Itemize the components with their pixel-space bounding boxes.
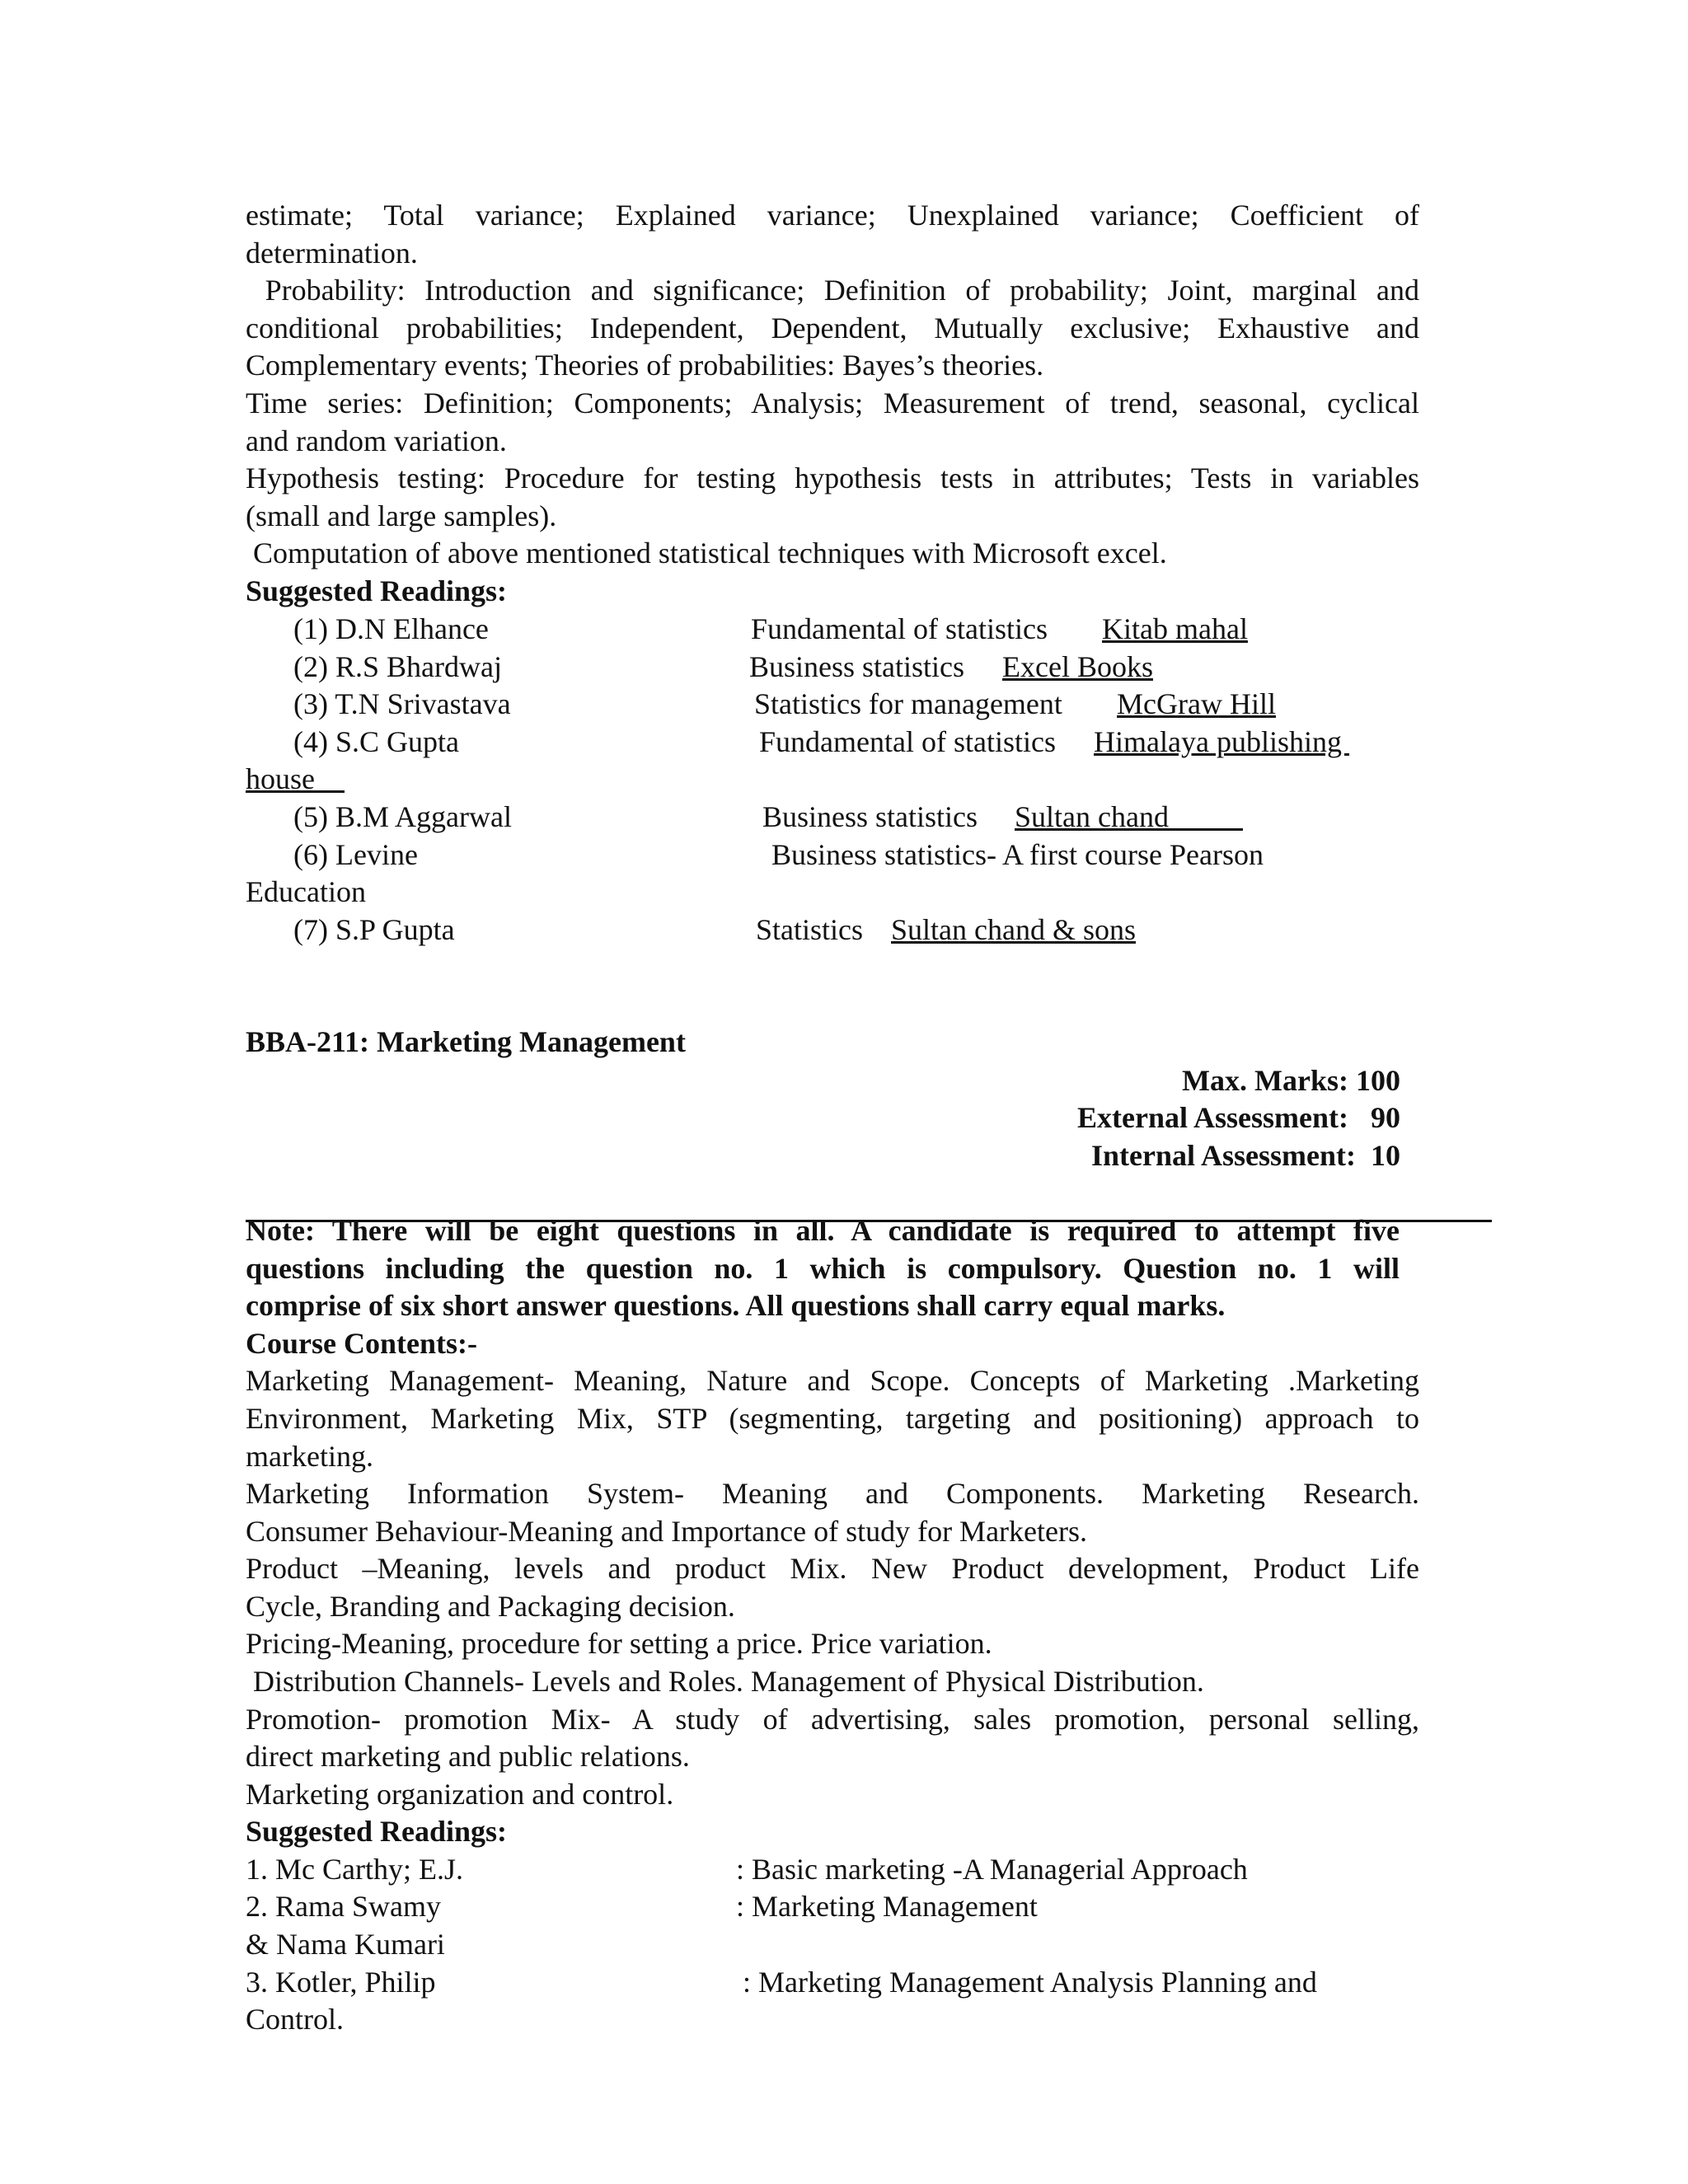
reading-title-wrap: Control. <box>246 2003 345 2036</box>
reading-title: Fundamental of statistics <box>751 612 1048 645</box>
reading-title: : Basic marketing -A Managerial Approach <box>736 1853 1248 1886</box>
body-line: determination. <box>246 237 418 269</box>
reading-title-wrap: Education <box>246 875 366 908</box>
body-line: Complementary events; Theories of probabilities: Bayes’s theories. <box>246 349 1044 382</box>
contents-line: Consumer Behaviour-Meaning and Importance of study for Marketers. <box>246 1515 1087 1548</box>
reading-author: (1) D.N Elhance <box>293 612 489 645</box>
reading-author: (4) S.C Gupta <box>293 725 459 758</box>
reading-title: Business statistics- A first course Pearson <box>771 838 1264 871</box>
body-line: Probability: Introduction and significance; Definition of probability; Joint, marginal and <box>246 274 1419 307</box>
reading-title: : Marketing Management Analysis Planning and <box>743 1966 1317 1999</box>
reading-publisher: Excel Books <box>1002 650 1153 683</box>
body-line: Time series: Definition; Components; Analysis; Measurement of trend, seasonal, cyclical <box>246 387 1419 419</box>
contents-line: marketing. <box>246 1440 373 1473</box>
reading-author: 1. Mc Carthy; E.J. <box>246 1853 463 1886</box>
contents-line: Cycle, Branding and Packaging decision. <box>246 1590 735 1623</box>
reading-author: (7) S.P Gupta <box>293 913 455 946</box>
reading-publisher: Himalaya publishing <box>1094 725 1349 758</box>
note-line: questions including the question no. 1 which is compulsory. Question no. 1 will <box>246 1252 1400 1285</box>
body-line: Computation of above mentioned statistical techniques with Microsoft excel. <box>246 537 1167 569</box>
contents-line: Product –Meaning, levels and product Mix. New Product development, Product Life <box>246 1552 1419 1585</box>
reading-author: 2. Rama Swamy <box>246 1890 441 1923</box>
reading-publisher-wrap: house <box>246 762 345 795</box>
reading-publisher: McGraw Hill <box>1117 687 1276 720</box>
reading-title: Business statistics <box>749 650 965 683</box>
reading-publisher: Sultan chand <box>1015 800 1243 833</box>
external-assessment: External Assessment: 90 <box>1077 1101 1400 1134</box>
reading-coauthor: & Nama Kumari <box>246 1928 445 1961</box>
reading-publisher: Sultan chand & sons <box>891 913 1136 946</box>
contents-line: Pricing-Meaning, procedure for setting a price. Price variation. <box>246 1627 992 1660</box>
contents-heading: Course Contents:- <box>246 1327 477 1360</box>
reading-author: 3. Kotler, Philip <box>246 1966 436 1999</box>
reading-publisher: Kitab mahal <box>1102 612 1248 645</box>
reading-title: Statistics for management <box>754 687 1062 720</box>
contents-line: Distribution Channels- Levels and Roles. Management of Physical Distribution. <box>246 1665 1204 1698</box>
note-line: Note: There will be eight questions in all. A candidate is required to attempt five <box>246 1214 1400 1247</box>
body-line: conditional probabilities; Independent, Dependent, Mutually exclusive; Exhaustive and <box>246 312 1419 344</box>
readings-heading: Suggested Readings: <box>246 574 508 607</box>
reading-title: Fundamental of statistics <box>759 725 1056 758</box>
reading-author: (5) B.M Aggarwal <box>293 800 512 833</box>
body-line: (small and large samples). <box>246 499 557 532</box>
reading-author: (6) Levine <box>293 838 418 871</box>
readings-heading: Suggested Readings: <box>246 1815 508 1848</box>
internal-assessment: Internal Assessment: 10 <box>1091 1139 1400 1172</box>
body-line: Hypothesis testing: Procedure for testing hypothesis tests in attributes; Tests in variables <box>246 462 1419 494</box>
reading-title: : Marketing Management <box>736 1890 1038 1923</box>
body-line: estimate; Total variance; Explained variance; Unexplained variance; Coefficient of <box>246 199 1419 232</box>
reading-title: Statistics <box>756 913 864 946</box>
contents-line: Marketing organization and control. <box>246 1778 674 1811</box>
contents-line: direct marketing and public relations. <box>246 1740 690 1773</box>
reading-author: (2) R.S Bhardwaj <box>293 650 502 683</box>
contents-line: Environment, Marketing Mix, STP (segmenting, targeting and positioning) approach to <box>246 1402 1419 1435</box>
contents-line: Promotion- promotion Mix- A study of advertising, sales promotion, personal selling, <box>246 1703 1419 1736</box>
note-line: comprise of six short answer questions. All questions shall carry equal marks. <box>246 1289 1226 1322</box>
contents-line: Marketing Information System- Meaning and Components. Marketing Research. <box>246 1477 1419 1510</box>
reading-title: Business statistics <box>762 800 978 833</box>
course-title: BBA-211: Marketing Management <box>246 1025 686 1058</box>
body-line: and random variation. <box>246 424 507 457</box>
max-marks: Max. Marks: 100 <box>1182 1064 1400 1097</box>
reading-author: (3) T.N Srivastava <box>293 687 511 720</box>
contents-line: Marketing Management- Meaning, Nature and Scope. Concepts of Marketing .Marketing <box>246 1364 1419 1397</box>
